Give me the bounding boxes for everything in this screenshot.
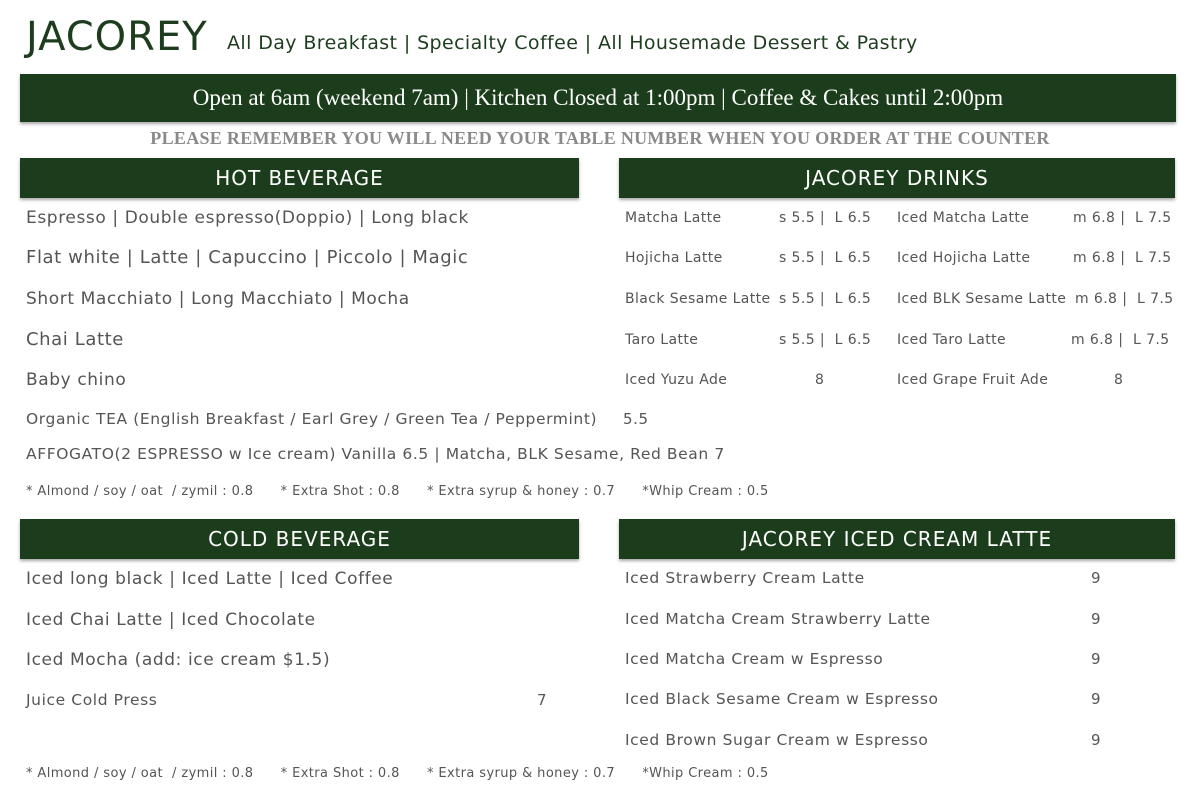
drink-name: Iced Yuzu Ade xyxy=(625,372,728,388)
drink-price: m 6.8 | L 7.5 xyxy=(1075,291,1174,307)
drink-price: m 6.8 | L 7.5 xyxy=(1071,332,1170,348)
drink-name: Iced Matcha Cream Strawberry Latte xyxy=(625,610,931,628)
hot-beverage-header: HOT BEVERAGE xyxy=(20,158,579,198)
menu-line: Organic TEA (English Breakfast / Earl Grey / Green Tea / Peppermint) xyxy=(26,410,598,428)
drink-price: 8 xyxy=(1114,372,1124,388)
drink-price: s 5.5 | L 6.5 xyxy=(779,332,872,348)
drink-name: Iced Taro Latte xyxy=(897,332,1007,348)
drink-price: 9 xyxy=(1091,610,1102,628)
extras-note: * Almond / soy / oat / zymil : 0.8 * Extra Shot : 0.8 * Extra syrup & honey : 0.7 *Whip Cream : 0.5 xyxy=(26,766,769,781)
extras-note: * Almond / soy / oat / zymil : 0.8 * Extra Shot : 0.8 * Extra syrup & honey : 0.7 *Whip Cream : 0.5 xyxy=(26,484,769,499)
drink-name: Matcha Latte xyxy=(625,210,722,226)
drink-name: Iced Hojicha Latte xyxy=(897,250,1031,266)
drink-price: s 5.5 | L 6.5 xyxy=(779,291,872,307)
juice-price: 7 xyxy=(537,691,548,709)
menu-line: Baby chino xyxy=(26,370,127,390)
drink-price: 9 xyxy=(1091,731,1102,749)
menu-line: Chai Latte xyxy=(26,329,124,350)
drink-price: m 6.8 | L 7.5 xyxy=(1073,250,1172,266)
menu-line: Iced Chai Latte | Iced Chocolate xyxy=(26,610,316,630)
hours-banner: Open at 6am (weekend 7am) | Kitchen Closed at 1:00pm | Coffee & Cakes until 2:00pm xyxy=(20,74,1176,122)
drink-name: Iced Black Sesame Cream w Espresso xyxy=(625,690,939,708)
drink-price: 9 xyxy=(1091,690,1102,708)
menu-line: Iced Mocha (add: ice cream $1.5) xyxy=(26,650,331,670)
drink-name: Iced BLK Sesame Latte xyxy=(897,291,1067,307)
drink-name: Iced Matcha Cream w Espresso xyxy=(625,650,884,668)
menu-line: Flat white | Latte | Capuccino | Piccolo | Magic xyxy=(26,247,469,268)
cold-beverage-header: COLD BEVERAGE xyxy=(20,519,579,559)
menu-line: Espresso | Double espresso(Doppio) | Long black xyxy=(26,208,469,228)
drink-name: Iced Brown Sugar Cream w Espresso xyxy=(625,731,929,749)
drink-price: 9 xyxy=(1091,569,1102,587)
drink-name: Iced Strawberry Cream Latte xyxy=(625,569,865,587)
tagline: All Day Breakfast | Specialty Coffee | All Housemade Dessert & Pastry xyxy=(227,32,918,54)
jacorey-drinks-header: JACOREY DRINKS xyxy=(619,158,1175,198)
table-number-notice: PLEASE REMEMBER YOU WILL NEED YOUR TABLE NUMBER WHEN YOU ORDER AT THE COUNTER xyxy=(150,128,1050,148)
menu-line: Iced long black | Iced Latte | Iced Coffee xyxy=(26,569,394,589)
drink-name: Black Sesame Latte xyxy=(625,291,771,307)
tea-price: 5.5 xyxy=(623,410,649,428)
menu-line: AFFOGATO(2 ESPRESSO w Ice cream) Vanilla 6.5 | Matcha, BLK Sesame, Red Bean 7 xyxy=(26,445,725,463)
drink-price: m 6.8 | L 7.5 xyxy=(1073,210,1172,226)
drink-price: 9 xyxy=(1091,650,1102,668)
drink-name: Iced Matcha Latte xyxy=(897,210,1030,226)
drink-price: 8 xyxy=(815,372,825,388)
menu-line: Juice Cold Press xyxy=(26,691,158,709)
brand-logo: JACOREY xyxy=(26,14,208,60)
iced-cream-latte-header: JACOREY ICED CREAM LATTE xyxy=(619,519,1175,559)
drink-name: Taro Latte xyxy=(625,332,699,348)
drink-name: Hojicha Latte xyxy=(625,250,723,266)
drink-price: s 5.5 | L 6.5 xyxy=(779,210,872,226)
menu-line: Short Macchiato | Long Macchiato | Mocha xyxy=(26,289,410,309)
drink-name: Iced Grape Fruit Ade xyxy=(897,372,1049,388)
drink-price: s 5.5 | L 6.5 xyxy=(779,250,872,266)
